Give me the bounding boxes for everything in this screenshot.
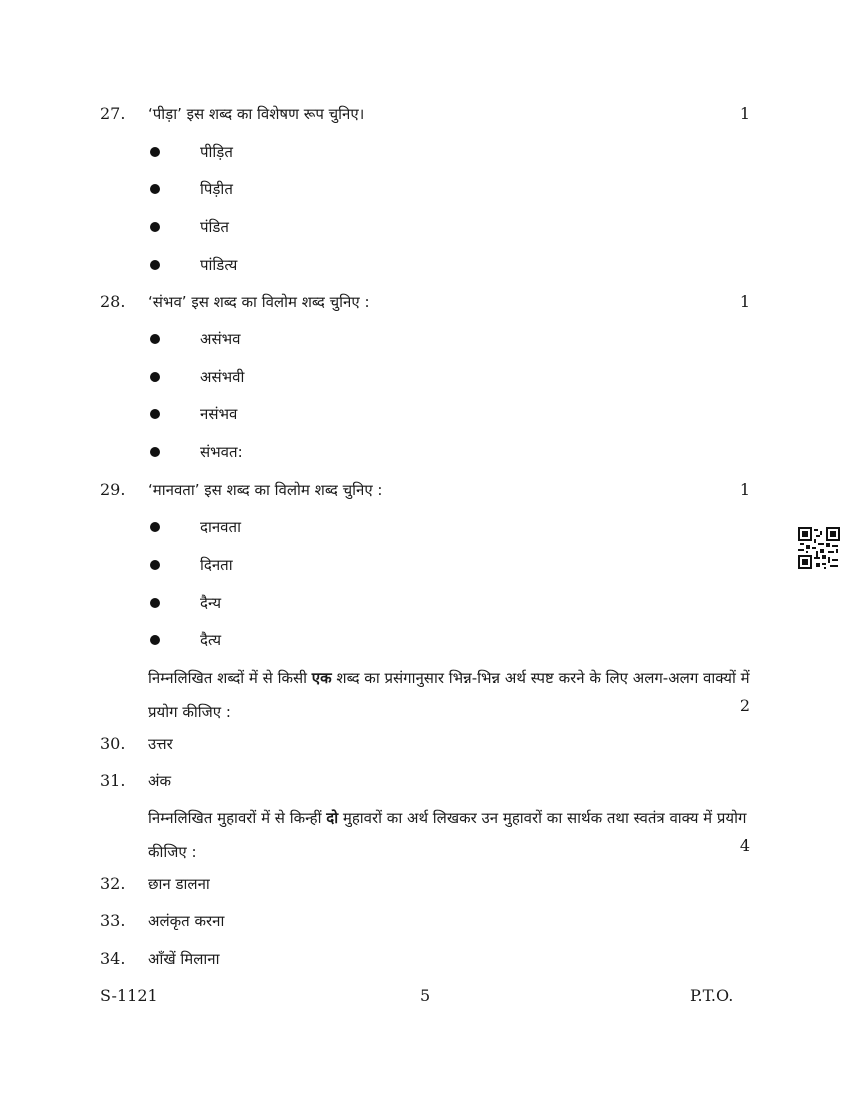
option <box>150 178 233 200</box>
option <box>150 216 229 238</box>
question-marks: 1 <box>739 292 750 311</box>
option-label: दैत्य <box>200 631 222 649</box>
option-label: पंडित <box>200 218 229 236</box>
option <box>150 629 222 651</box>
bullet-icon <box>150 372 160 382</box>
question-text: ‘मानवता’ इस शब्द का विलोम शब्द चुनिए : <box>148 481 383 499</box>
option-label: नसंभव <box>200 405 238 423</box>
bullet-icon <box>150 184 160 194</box>
word-text: उत्तर <box>148 735 173 753</box>
instruction-marks: 4 <box>739 836 750 855</box>
question-number: 33. <box>100 911 126 930</box>
question-number: 27. <box>100 104 126 123</box>
instruction-paragraph <box>148 661 752 729</box>
instruction-text: शब्द का प्रसंगानुसार भिन्न-भिन्न अर्थ स्पष्ट करने के लिए अलग-अलग वाक्यों में प्रयोग कीजिए : <box>148 669 750 721</box>
option <box>150 516 241 538</box>
question-marks: 1 <box>739 104 750 123</box>
option-label: दानवता <box>200 518 241 536</box>
question-text: ‘पीड़ा’ इस शब्द का विशेषण रूप चुनिए। <box>148 105 365 123</box>
idiom-text: अलंकृत करना <box>148 912 225 930</box>
option-label: संभवत: <box>200 443 243 461</box>
instruction-paragraph <box>148 801 752 869</box>
pto-label: P.T.O. <box>690 986 734 1005</box>
option-label: असंभवी <box>200 368 245 386</box>
bullet-icon <box>150 147 160 157</box>
instruction-text: निम्नलिखित मुहावरों में से किन्हीं <box>148 809 327 827</box>
option <box>150 141 233 163</box>
option <box>150 366 245 388</box>
option-label: दैन्य <box>200 594 222 612</box>
instruction-marks: 2 <box>739 696 750 715</box>
word-text: अंक <box>148 772 171 790</box>
question-marks: 1 <box>739 480 750 499</box>
idiom-text: आँखें मिलाना <box>148 950 220 968</box>
bullet-icon <box>150 522 160 532</box>
page-number: 5 <box>420 986 431 1005</box>
instruction-emphasis: एक <box>311 669 332 687</box>
question-number: 31. <box>100 771 126 790</box>
option <box>150 554 233 576</box>
idiom-text: छान डालना <box>148 875 210 893</box>
instruction-text: निम्नलिखित शब्दों में से किसी <box>148 669 312 687</box>
bullet-icon <box>150 334 160 344</box>
option-label: पांडित्य <box>200 256 238 274</box>
option <box>150 254 238 276</box>
option-label: पिड़ीत <box>200 180 233 198</box>
question-number: 32. <box>100 874 126 893</box>
option <box>150 592 222 614</box>
question-number: 29. <box>100 480 126 499</box>
option <box>150 403 238 425</box>
bullet-icon <box>150 260 160 270</box>
question-number: 34. <box>100 949 126 968</box>
option <box>150 328 241 350</box>
option <box>150 441 243 463</box>
question-number: 28. <box>100 292 126 311</box>
bullet-icon <box>150 635 160 645</box>
paper-code: S-1121 <box>100 986 158 1005</box>
bullet-icon <box>150 447 160 457</box>
option-label: दिनता <box>200 556 233 574</box>
question-number: 30. <box>100 734 126 753</box>
bullet-icon <box>150 222 160 232</box>
instruction-text: मुहावरों का अर्थ लिखकर उन मुहावरों का सार्थक तथा स्वतंत्र वाक्य में प्रयोग कीजिए : <box>148 809 747 861</box>
option-label: असंभव <box>200 330 241 348</box>
question-text: ‘संभव’ इस शब्द का विलोम शब्द चुनिए : <box>148 293 370 311</box>
qr-code-icon <box>798 527 840 569</box>
bullet-icon <box>150 560 160 570</box>
bullet-icon <box>150 598 160 608</box>
instruction-emphasis: दो <box>326 809 339 827</box>
option-label: पीड़ित <box>200 143 233 161</box>
bullet-icon <box>150 409 160 419</box>
